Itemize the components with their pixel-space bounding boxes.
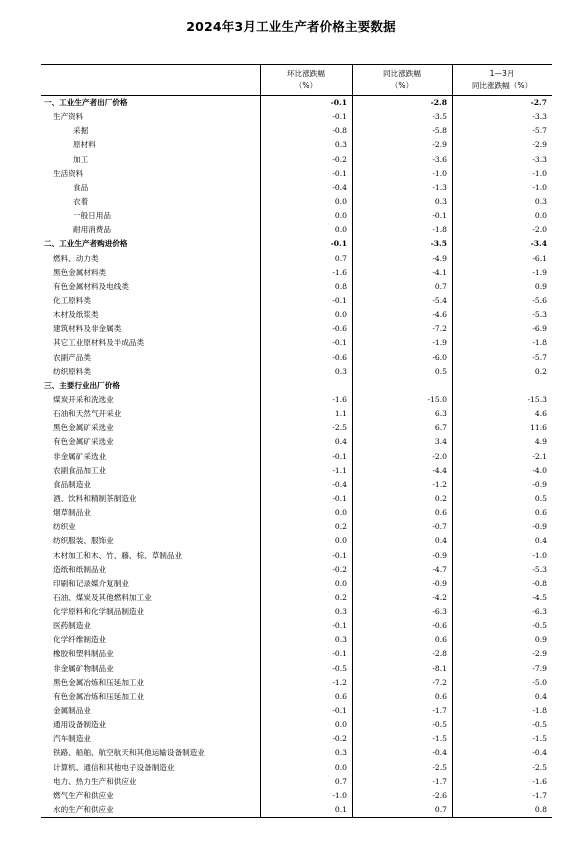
row-mom-value: 0.0 — [334, 211, 347, 221]
row-mom-value: -0.1 — [332, 706, 347, 716]
table-row — [41, 237, 552, 251]
row-mom-value: -0.1 — [332, 451, 347, 461]
row-mom-value: -0.2 — [332, 154, 347, 164]
row-name: 纺织服装、服饰业 — [53, 536, 114, 546]
table-row — [41, 591, 552, 605]
row-name: 电力、热力生产和供应业 — [53, 776, 137, 786]
table-row — [41, 195, 552, 209]
row-ytd-value: -4.5 — [532, 592, 547, 602]
row-name: 三、主要行业出厂价格 — [44, 380, 120, 390]
row-name: 二、工业生产者购进价格 — [44, 239, 128, 249]
row-yoy-value: -8.1 — [432, 663, 447, 673]
row-name: 食品制造业 — [53, 479, 91, 489]
table-row — [41, 746, 552, 760]
row-ytd-value: -0.9 — [532, 479, 547, 489]
header-mom-line1: 环比涨跌幅 — [287, 69, 325, 78]
row-ytd-value: -1.0 — [532, 168, 547, 178]
row-yoy-value: -3.5 — [432, 112, 447, 122]
table-row — [41, 266, 552, 280]
table-row — [41, 209, 552, 223]
row-ytd-value: -7.9 — [532, 663, 547, 673]
table-row — [41, 110, 552, 124]
row-ytd-value: -5.0 — [532, 677, 547, 687]
table-row — [41, 761, 552, 775]
row-ytd-value: -2.9 — [532, 649, 547, 659]
row-mom-value: -0.2 — [332, 734, 347, 744]
row-mom-value: 0.0 — [334, 720, 347, 730]
row-mom-value: 0.3 — [334, 607, 347, 617]
row-ytd-value: -2.1 — [532, 451, 547, 461]
row-mom-value: 0.3 — [334, 140, 347, 150]
row-ytd-value: 4.6 — [534, 409, 547, 419]
row-mom-value: -0.8 — [332, 126, 347, 136]
row-yoy-value: -0.9 — [432, 550, 447, 560]
row-mom-value: -0.1 — [332, 112, 347, 122]
row-name: 木材及纸浆类 — [53, 310, 99, 320]
table-row — [41, 718, 552, 732]
row-mom-value: -0.1 — [332, 550, 347, 560]
row-ytd-value: -2.9 — [532, 140, 547, 150]
table-row — [41, 619, 552, 633]
row-yoy-value: -7.2 — [432, 324, 447, 334]
row-name: 通用设备制造业 — [53, 720, 107, 730]
row-mom-value: -0.1 — [332, 649, 347, 659]
row-yoy-value: -3.5 — [430, 239, 447, 249]
row-mom-value: -0.1 — [332, 295, 347, 305]
row-name: 医药制造业 — [53, 621, 91, 631]
row-ytd-value: 0.3 — [534, 196, 547, 206]
row-yoy-value: 3.4 — [434, 437, 447, 447]
header-ytd — [452, 65, 552, 95]
row-ytd-value: 0.5 — [534, 493, 547, 503]
row-name: 纺织业 — [53, 522, 76, 532]
table-row — [41, 96, 552, 110]
table-row — [41, 704, 552, 718]
row-name: 造纸和纸制品业 — [53, 564, 107, 574]
row-mom-value: 0.0 — [334, 762, 347, 772]
row-yoy-value: -4.7 — [432, 564, 447, 574]
row-mom-value: 0.7 — [334, 776, 347, 786]
data-table — [41, 64, 552, 818]
row-yoy-value: -0.5 — [432, 720, 447, 730]
table-row — [41, 803, 552, 817]
row-mom-value: 0.3 — [334, 748, 347, 758]
row-mom-value: 0.0 — [334, 508, 347, 518]
row-name: 化学纤维制造业 — [53, 635, 107, 645]
row-ytd-value: 0.9 — [534, 281, 547, 291]
header-yoy — [352, 65, 452, 95]
row-ytd-value: 0.6 — [534, 508, 547, 518]
row-name: 原材料 — [73, 140, 96, 150]
table-row — [41, 478, 552, 492]
row-yoy-value: -2.5 — [432, 762, 447, 772]
row-name: 有色金属冶炼和压延加工业 — [53, 691, 145, 701]
row-mom-value: -0.1 — [332, 168, 347, 178]
row-yoy-value: -2.8 — [432, 649, 447, 659]
row-ytd-value: 0.9 — [534, 635, 547, 645]
row-yoy-value: 0.6 — [434, 508, 447, 518]
row-yoy-value: -0.1 — [432, 211, 447, 221]
row-name: 燃气生产和供应业 — [53, 790, 114, 800]
row-name: 生活资料 — [53, 168, 84, 178]
row-yoy-value: -1.8 — [432, 225, 447, 235]
row-ytd-value: -1.9 — [532, 267, 547, 277]
row-name: 化工原料类 — [53, 295, 91, 305]
table-row — [41, 336, 552, 350]
row-yoy-value: -2.9 — [432, 140, 447, 150]
row-ytd-value: 0.2 — [534, 366, 547, 376]
column-divider — [352, 65, 353, 817]
row-ytd-value: -5.3 — [532, 564, 547, 574]
row-yoy-value: 0.6 — [434, 635, 447, 645]
table-row — [41, 662, 552, 676]
row-mom-value: 0.7 — [334, 253, 347, 263]
row-yoy-value: -5.4 — [432, 295, 447, 305]
row-mom-value: -1.0 — [332, 790, 347, 800]
row-ytd-value: -2.7 — [530, 98, 547, 107]
row-mom-value: -1.6 — [332, 267, 347, 277]
row-mom-value: -0.4 — [332, 479, 347, 489]
row-mom-value: 1.1 — [334, 409, 347, 419]
row-mom-value: 0.3 — [334, 366, 347, 376]
row-name: 黑色金属材料类 — [53, 267, 107, 277]
row-name: 水的生产和供应业 — [53, 805, 114, 815]
row-name: 一、工业生产者出厂价格 — [44, 98, 128, 107]
table-row — [41, 124, 552, 138]
table-row — [41, 280, 552, 294]
row-yoy-value: 0.5 — [434, 366, 447, 376]
row-ytd-value: -1.8 — [532, 338, 547, 348]
header-yoy-line1: 同比涨跌幅 — [383, 69, 421, 78]
row-mom-value: -0.1 — [330, 98, 347, 107]
row-name: 橡胶和塑料制品业 — [53, 649, 114, 659]
table-row — [41, 365, 552, 379]
table-row — [41, 789, 552, 803]
row-name: 耐用消费品 — [73, 225, 111, 235]
row-name: 农副食品加工业 — [53, 465, 107, 475]
row-name: 印刷和记录媒介复制业 — [53, 578, 129, 588]
row-ytd-value: 0.8 — [534, 805, 547, 815]
table-row — [41, 393, 552, 407]
row-mom-value: 0.0 — [334, 310, 347, 320]
header-mom — [260, 65, 352, 95]
row-ytd-value: -3.3 — [532, 112, 547, 122]
header-ytd-line1: 1—3月 — [489, 69, 515, 78]
page-title: 2024年3月工业生产者价格主要数据 — [186, 19, 396, 34]
row-name: 一般日用品 — [73, 211, 111, 221]
table-row — [41, 223, 552, 237]
table-row — [41, 534, 552, 548]
row-ytd-value: -0.9 — [532, 522, 547, 532]
row-mom-value: 0.0 — [334, 225, 347, 235]
row-mom-value: 0.2 — [334, 592, 347, 602]
row-mom-value: -0.6 — [332, 352, 347, 362]
header-name-cell — [41, 65, 260, 95]
row-mom-value: 0.1 — [334, 805, 347, 815]
row-yoy-value: -1.7 — [432, 776, 447, 786]
row-ytd-value: -0.5 — [532, 621, 547, 631]
row-ytd-value: -5.6 — [532, 295, 547, 305]
row-ytd-value: -1.6 — [532, 776, 547, 786]
row-yoy-value: -1.9 — [432, 338, 447, 348]
row-ytd-value: -0.5 — [532, 720, 547, 730]
row-yoy-value: -1.7 — [432, 706, 447, 716]
row-ytd-value: 4.9 — [534, 437, 547, 447]
row-yoy-value: -6.3 — [432, 607, 447, 617]
row-yoy-value: 6.7 — [434, 423, 447, 433]
row-name: 酒、饮料和精制茶制造业 — [53, 493, 137, 503]
row-name: 铁路、船舶、航空航天和其他运输设备制造业 — [53, 748, 205, 758]
row-yoy-value: 0.2 — [434, 493, 447, 503]
table-row — [41, 732, 552, 746]
table-row — [41, 577, 552, 591]
row-yoy-value: -1.0 — [432, 168, 447, 178]
row-name: 化学原料和化学制品制造业 — [53, 607, 145, 617]
row-mom-value: -0.1 — [330, 239, 347, 249]
row-ytd-value: -6.1 — [532, 253, 547, 263]
row-yoy-value: -4.6 — [432, 310, 447, 320]
row-name: 木材加工和木、竹、藤、棕、草制品业 — [53, 550, 183, 560]
row-ytd-value: -5.3 — [532, 310, 547, 320]
row-name: 食品 — [73, 182, 89, 192]
row-name: 纺织原料类 — [53, 366, 91, 376]
row-name: 其它工业原材料及半成品类 — [53, 338, 145, 348]
row-ytd-value: -5.7 — [532, 352, 547, 362]
row-name: 烟草制品业 — [53, 508, 91, 518]
row-ytd-value: -0.4 — [532, 748, 547, 758]
row-name: 加工 — [73, 154, 89, 164]
row-yoy-value: 0.3 — [434, 196, 447, 206]
table-row — [41, 252, 552, 266]
row-mom-value: -1.6 — [332, 394, 347, 404]
row-name: 燃料、动力类 — [53, 253, 99, 263]
row-ytd-value: -1.8 — [532, 706, 547, 716]
table-row — [41, 506, 552, 520]
table-row — [41, 450, 552, 464]
table-row — [41, 520, 552, 534]
row-name: 采掘 — [73, 126, 89, 136]
header-ytd-line2: 同比涨跌幅（%） — [471, 81, 533, 90]
table-row — [41, 322, 552, 336]
row-name: 汽车制造业 — [53, 734, 91, 744]
row-yoy-value: -1.5 — [432, 734, 447, 744]
row-name: 非金属矿采选业 — [53, 451, 107, 461]
table-row — [41, 633, 552, 647]
row-name: 有色金属材料及电线类 — [53, 281, 129, 291]
row-ytd-value: -3.4 — [530, 239, 547, 249]
row-mom-value: 0.0 — [334, 196, 347, 206]
row-yoy-value: -4.9 — [432, 253, 447, 263]
row-mom-value: -0.4 — [332, 182, 347, 192]
table-row — [41, 563, 552, 577]
row-yoy-value: -0.4 — [432, 748, 447, 758]
header-yoy-line2: （%） — [390, 81, 414, 90]
row-name: 建筑材料及非金属类 — [53, 324, 122, 334]
row-name: 石油和天然气开采业 — [53, 409, 122, 419]
row-name: 计算机、通信和其他电子设备制造业 — [53, 762, 175, 772]
table-row — [41, 351, 552, 365]
row-mom-value: 0.8 — [334, 281, 347, 291]
row-mom-value: 0.2 — [334, 522, 347, 532]
row-name: 黑色金属冶炼和压延加工业 — [53, 677, 145, 687]
row-mom-value: 0.3 — [334, 635, 347, 645]
table-header — [41, 65, 552, 96]
table-row — [41, 492, 552, 506]
row-ytd-value: -15.3 — [527, 394, 547, 404]
table-row — [41, 308, 552, 322]
row-mom-value: -2.5 — [332, 423, 347, 433]
row-ytd-value: 0.4 — [534, 691, 547, 701]
row-yoy-value: 6.3 — [434, 409, 447, 419]
row-mom-value: 0.0 — [334, 578, 347, 588]
row-yoy-value: -0.6 — [432, 621, 447, 631]
table-row — [41, 435, 552, 449]
row-mom-value: -1.1 — [332, 465, 347, 475]
row-mom-value: -0.1 — [332, 493, 347, 503]
row-name: 石油、煤炭及其他燃料加工业 — [53, 592, 152, 602]
table-body — [41, 96, 552, 817]
table-row — [41, 549, 552, 563]
row-mom-value: 0.6 — [334, 691, 347, 701]
row-ytd-value: -2.5 — [532, 762, 547, 772]
row-ytd-value: -6.3 — [532, 607, 547, 617]
row-name: 煤炭开采和洗选业 — [53, 394, 114, 404]
row-yoy-value: -0.9 — [432, 578, 447, 588]
row-name: 黑色金属矿采选业 — [53, 423, 114, 433]
row-name: 生产资料 — [53, 112, 84, 122]
row-ytd-value: 0.0 — [534, 211, 547, 221]
row-yoy-value: -4.1 — [432, 267, 447, 277]
table-row — [41, 294, 552, 308]
row-ytd-value: 0.4 — [534, 536, 547, 546]
table-row — [41, 690, 552, 704]
row-mom-value: -0.6 — [332, 324, 347, 334]
row-yoy-value: -1.3 — [432, 182, 447, 192]
column-divider — [452, 65, 453, 817]
header-mom-line2: （%） — [294, 81, 318, 90]
row-ytd-value: -1.0 — [532, 182, 547, 192]
table-row — [41, 605, 552, 619]
row-yoy-value: -6.0 — [432, 352, 447, 362]
row-ytd-value: -5.7 — [532, 126, 547, 136]
table-row — [41, 379, 552, 393]
table-row — [41, 153, 552, 167]
row-ytd-value: -3.3 — [532, 154, 547, 164]
row-name: 非金属矿物制品业 — [53, 663, 114, 673]
table-row — [41, 181, 552, 195]
row-yoy-value: -7.2 — [432, 677, 447, 687]
row-yoy-value: -4.4 — [432, 465, 447, 475]
table-row — [41, 167, 552, 181]
row-mom-value: 0.4 — [334, 437, 347, 447]
table-row — [41, 647, 552, 661]
row-yoy-value: -3.6 — [432, 154, 447, 164]
table-row — [41, 407, 552, 421]
table-row — [41, 421, 552, 435]
table-row — [41, 464, 552, 478]
row-mom-value: -0.1 — [332, 338, 347, 348]
row-yoy-value: -5.8 — [432, 126, 447, 136]
row-mom-value: -0.2 — [332, 564, 347, 574]
row-yoy-value: 0.4 — [434, 536, 447, 546]
row-yoy-value: -1.2 — [432, 479, 447, 489]
row-yoy-value: 0.7 — [434, 281, 447, 291]
row-yoy-value: 0.6 — [434, 691, 447, 701]
table-row — [41, 775, 552, 789]
row-yoy-value: -2.6 — [432, 790, 447, 800]
row-mom-value: -0.1 — [332, 621, 347, 631]
row-name: 有色金属矿采选业 — [53, 437, 114, 447]
row-yoy-value: -15.0 — [427, 394, 447, 404]
row-yoy-value: -2.0 — [432, 451, 447, 461]
row-mom-value: 0.0 — [334, 536, 347, 546]
table-row — [41, 676, 552, 690]
row-name: 金属制品业 — [53, 706, 91, 716]
row-name: 衣着 — [73, 196, 89, 206]
column-divider — [260, 65, 261, 817]
table-row — [41, 138, 552, 152]
row-ytd-value: -4.0 — [532, 465, 547, 475]
row-name: 农副产品类 — [53, 352, 91, 362]
row-ytd-value: -1.0 — [532, 550, 547, 560]
row-yoy-value: 0.7 — [434, 805, 447, 815]
row-ytd-value: -1.7 — [532, 790, 547, 800]
row-yoy-value: -0.7 — [432, 522, 447, 532]
row-yoy-value: -4.2 — [432, 592, 447, 602]
row-ytd-value: 11.6 — [530, 423, 547, 433]
row-ytd-value: -2.0 — [532, 225, 547, 235]
row-ytd-value: -6.9 — [532, 324, 547, 334]
row-yoy-value: -2.8 — [430, 98, 447, 107]
row-ytd-value: -1.5 — [532, 734, 547, 744]
row-ytd-value: -0.8 — [532, 578, 547, 588]
row-mom-value: -1.2 — [332, 677, 347, 687]
row-mom-value: -0.5 — [332, 663, 347, 673]
